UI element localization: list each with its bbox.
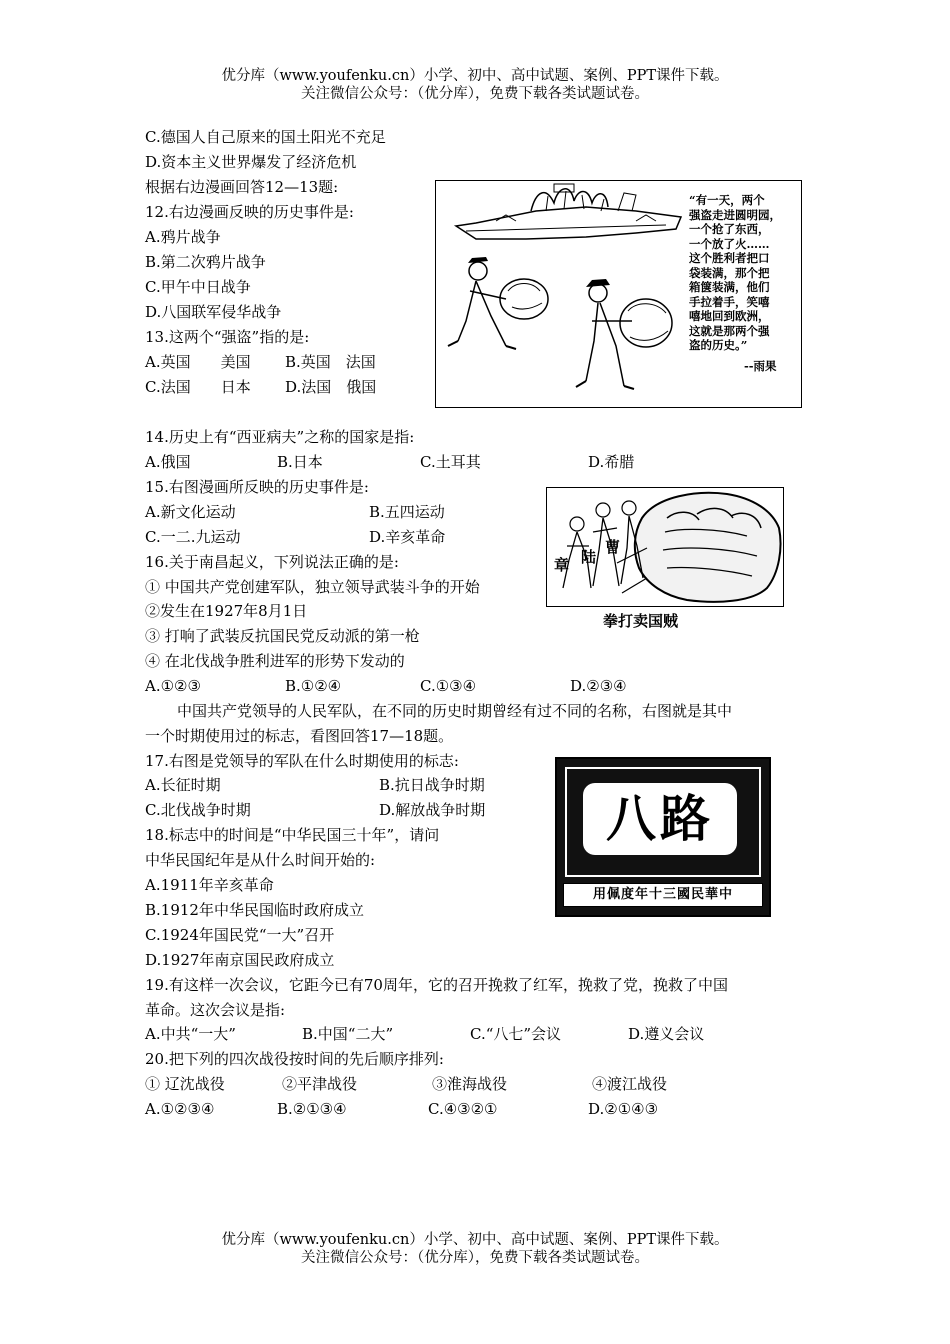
q14-option-c: C.土耳其 (420, 453, 481, 471)
q19-option-c: C.“八七”会议 (470, 1025, 562, 1043)
badge-label-panel (583, 783, 737, 855)
intro-q17-18-line-2: 一个时期使用过的标志，看图回答17—18题。 (145, 727, 454, 745)
prev-option-d: D.资本主义世界爆发了经济危机 (145, 153, 357, 171)
intro-q17-18-line-1: 中国共产党领导的人民军队，在不同的历史时期曾经有过不同的名称，右图就是其中 (177, 702, 733, 720)
q13-option-a: A.英国 美国 (145, 353, 251, 371)
q16-stem: 16.关于南昌起义，下列说法正确的是: (145, 553, 399, 571)
q18-option-a: A.1911年辛亥革命 (145, 876, 274, 894)
q20-stem: 20.把下列的四次战役按时间的先后顺序排列: (145, 1050, 444, 1068)
q20-option-d: D.②①④③ (588, 1100, 659, 1118)
quote-line: 手拉着手，笑嘻 (689, 294, 770, 309)
q12-option-a: A.鸦片战争 (145, 228, 221, 246)
hugo-author: --雨果 (744, 359, 777, 373)
q20-item-3: ③淮海战役 (432, 1075, 508, 1093)
quote-line: 盗的历史。” (689, 338, 748, 352)
fist-caption: 拳打卖国贼 (603, 612, 679, 630)
q16-statement-2: ②发生在1927年8月1日 (145, 602, 308, 620)
q13-stem: 13.这两个“强盗”指的是: (145, 328, 310, 346)
label-lu: 陆 (581, 548, 597, 566)
q16-option-d: D.②③④ (570, 677, 627, 695)
badge-bottom-text: 中華民國三十年度佩用 (563, 883, 763, 907)
footer-line-1: 优分库（www.youfenku.cn）小学、初中、高中试题、案例、PPT课件下载。 (221, 1232, 729, 1248)
q20-option-a: A.①②③④ (145, 1100, 215, 1118)
q20-option-b: B.②①③④ (277, 1100, 347, 1118)
quote-line: 这就是那两个强 (689, 323, 770, 338)
q20-option-c: C.④③②① (428, 1100, 498, 1118)
q12-option-b: B.第二次鸦片战争 (145, 253, 266, 271)
q17-option-d: D.解放战争时期 (379, 801, 486, 819)
header-line-1: 优分库（www.youfenku.cn）小学、初中、高中试题、案例、PPT课件下载。 (221, 68, 729, 84)
q12-option-d: D.八国联军侵华战争 (145, 303, 282, 321)
q15-option-a: A.新文化运动 (145, 503, 236, 521)
q16-option-c: C.①③④ (420, 677, 477, 695)
q19-option-a: A.中共“一大” (145, 1025, 236, 1043)
q20-item-4: ④渡江战役 (592, 1075, 668, 1093)
q12-stem: 12.右边漫画反映的历史事件是: (145, 203, 354, 221)
q18-option-c: C.1924年国民党“一大”召开 (145, 926, 335, 944)
quote-line: 一个抢了东西， (689, 222, 770, 236)
quote-line: “有一天，两个 (689, 193, 765, 207)
footer-line-2: 关注微信公众号：（优分库），免费下载各类试题试卷。 (301, 1250, 649, 1266)
q15-option-c: C.一二.九运动 (145, 528, 241, 546)
q16-statement-4: ④ 在北伐战争胜利进军的形势下发动的 (145, 652, 405, 670)
q17-option-b: B.抗日战争时期 (379, 776, 485, 794)
q16-statement-1: ① 中国共产党创建军队，独立领导武装斗争的开始 (145, 578, 480, 596)
q16-statement-3: ③ 打响了武装反抗国民党反动派的第一枪 (145, 627, 420, 645)
quote-line: 这个胜利者把口 (689, 251, 770, 265)
q14-option-d: D.希腊 (588, 453, 635, 471)
q16-option-a: A.①②③ (145, 677, 201, 695)
cartoon-fist (546, 487, 784, 607)
q19-stem-line-1: 19.有这样一次会议，它距今已有70周年，它的召开挽救了红军，挽救了党，挽救了中国 (145, 976, 728, 994)
intro-q12-13: 根据右边漫画回答12—13题: (145, 178, 339, 196)
q13-option-d: D.法国 俄国 (285, 378, 377, 396)
q17-stem: 17.右图是党领导的军队在什么时期使用的标志: (145, 752, 459, 770)
q15-option-d: D.辛亥革命 (369, 528, 446, 546)
q13-option-c: C.法国 日本 (145, 378, 251, 396)
quote-line: 强盗走进圆明园， (689, 207, 781, 222)
badge-frame (565, 767, 761, 877)
q16-option-b: B.①②④ (285, 677, 342, 695)
q18-option-b: B.1912年中华民国临时政府成立 (145, 901, 364, 919)
header-line-2: 关注微信公众号：（优分库），免费下载各类试题试卷。 (301, 86, 649, 102)
q15-stem: 15.右图漫画所反映的历史事件是: (145, 478, 369, 496)
q19-option-b: B.中国“二大” (302, 1025, 394, 1043)
q13-option-b: B.英国 法国 (285, 353, 376, 371)
quote-line: 嘻地回到欧洲， (689, 309, 770, 323)
q19-option-d: D.遵义会议 (628, 1025, 705, 1043)
q14-option-b: B.日本 (277, 453, 323, 471)
q18-stem-line-1: 18.标志中的时间是“中华民国三十年”，请问 (145, 826, 440, 844)
q14-stem: 14.历史上有“西亚病夫”之称的国家是指: (145, 428, 415, 446)
q20-item-2: ②平津战役 (282, 1075, 358, 1093)
q20-item-1: ① 辽沈战役 (145, 1075, 225, 1093)
q12-option-c: C.甲午中日战争 (145, 278, 251, 296)
q14-option-a: A.俄国 (145, 453, 191, 471)
quote-line: 箱箧装满，他们 (689, 280, 770, 294)
quote-line: 袋装满，那个把 (689, 265, 770, 280)
q18-option-d: D.1927年南京国民政府成立 (145, 951, 335, 969)
badge-main-text: 八路 (606, 790, 714, 848)
label-zhang: 章 (554, 556, 570, 574)
q17-option-a: A.长征时期 (145, 776, 221, 794)
q17-option-c: C.北伐战争时期 (145, 801, 251, 819)
q15-option-b: B.五四运动 (369, 503, 445, 521)
quote-line: 一个放了火…… (689, 236, 770, 251)
eighth-route-badge (555, 757, 771, 917)
label-cao: 曹 (605, 538, 621, 556)
cartoon-yuanmingyuan (435, 180, 802, 408)
hugo-quote (689, 193, 781, 353)
q18-stem-line-2: 中华民国纪年是从什么时间开始的: (145, 851, 376, 869)
prev-option-c: C.德国人自己原来的国土阳光不充足 (145, 128, 386, 146)
q19-stem-line-2: 革命。这次会议是指: (145, 1001, 286, 1019)
